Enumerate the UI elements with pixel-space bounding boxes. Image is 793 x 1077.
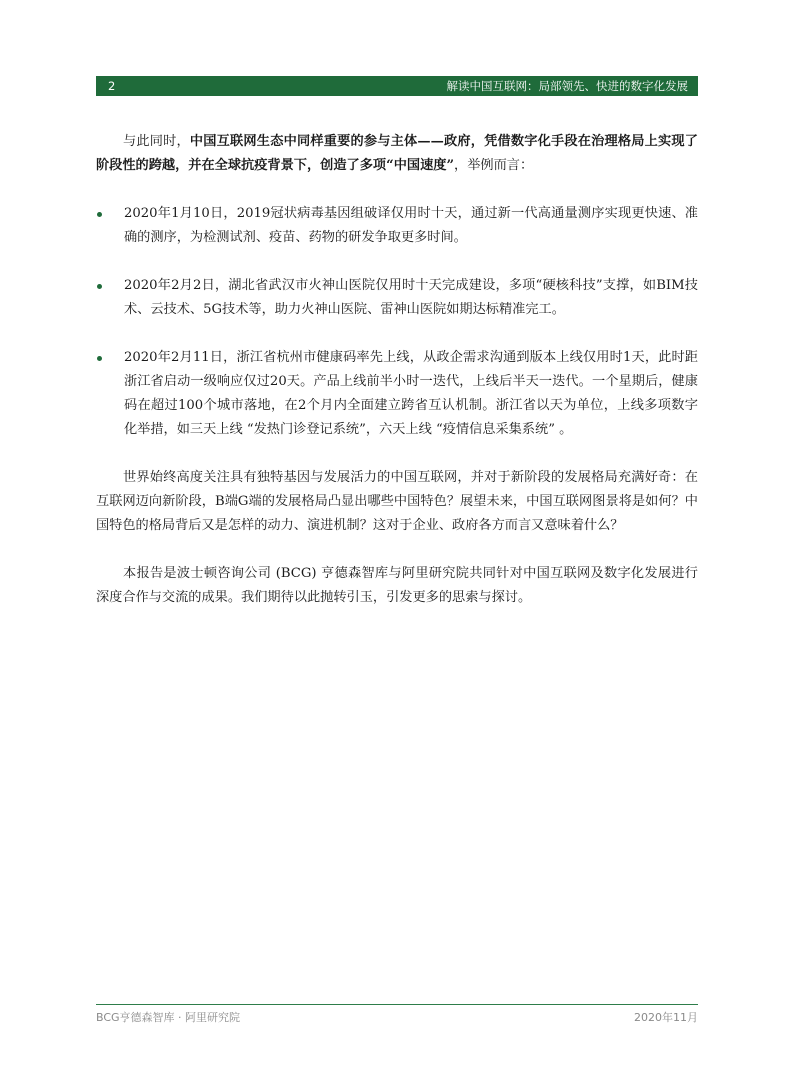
list-item — [96, 346, 698, 442]
list-item — [96, 274, 698, 322]
bullet-icon — [97, 212, 102, 217]
footer-date: 2020年11月 — [634, 1011, 698, 1024]
paragraph-outlook: 世界始终高度关注具有独特基因与发展活力的中国互联网，并对于新阶段的发展格局充满好奇：在互联网迈向新阶段，B端G端的发展格局凸显出哪些中国特色？展望未来，中国互联网图景将是如何？中国特色的格局背后又是怎样的动力、演进机制？这对于企业、政府各方而言又意味着什么？ — [96, 470, 698, 533]
paragraph-about-report: 本报告是波士顿咨询公司 (BCG) 亨德森智库与阿里研究院共同针对中国互联网及数字化发展进行深度合作与交流的成果。我们期待以此抛转引玉，引发更多的思索与探讨。 — [96, 566, 698, 605]
bullet-icon — [97, 284, 102, 289]
footer-publisher: BCG亨德森智库 · 阿里研究院 — [96, 1011, 241, 1024]
bullet-text: 2020年2月2日，湖北省武汉市火神山医院仅用时十天完成建设，多项“硬核科技”支撑，如BIM技术、云技术、5G技术等，助力火神山医院、雷神山医院如期达标精准完工。 — [124, 278, 698, 317]
bullet-icon — [97, 356, 102, 361]
list-item — [96, 202, 698, 250]
page-number: 2 — [108, 79, 116, 93]
intro-bold: 中国互联网生态中同样重要的参与主体——政府，凭借数字化手段在治理格局上实现了阶段性的跨越，并在全球抗疫背景下，创造了多项“中国速度” — [96, 134, 698, 173]
intro-lead: 与此同时， — [123, 134, 190, 149]
footer — [96, 1009, 698, 1027]
bullet-list — [96, 202, 698, 442]
main-content — [96, 130, 698, 634]
bullet-text: 2020年1月10日，2019冠状病毒基因组破译仅用时十天，通过新一代高通量测序实现更快速、准确的测序，为检测试剂、疫苗、药物的研发争取更多时间。 — [124, 206, 698, 245]
intro-paragraph — [96, 130, 698, 178]
bullet-text: 2020年2月11日，浙江省杭州市健康码率先上线，从政企需求沟通到版本上线仅用时1天，此时距浙江省启动一级响应仅过20天。产品上线前半小时一迭代，上线后半天一迭代。一个星期后，健康码在超过100个城市落地，在2个月内全面建立跨省互认机制。浙江省以天为单位，上线多项数字化举措，如三天上线 “发热门诊登记系统”，六天上线 “疫情信息采集系统” 。 — [124, 350, 698, 437]
header-bar — [96, 76, 698, 96]
footer-divider — [96, 1004, 698, 1005]
running-title: 解读中国互联网：局部领先、快进的数字化发展 — [446, 79, 688, 93]
intro-tail: ，举例而言： — [454, 158, 534, 173]
